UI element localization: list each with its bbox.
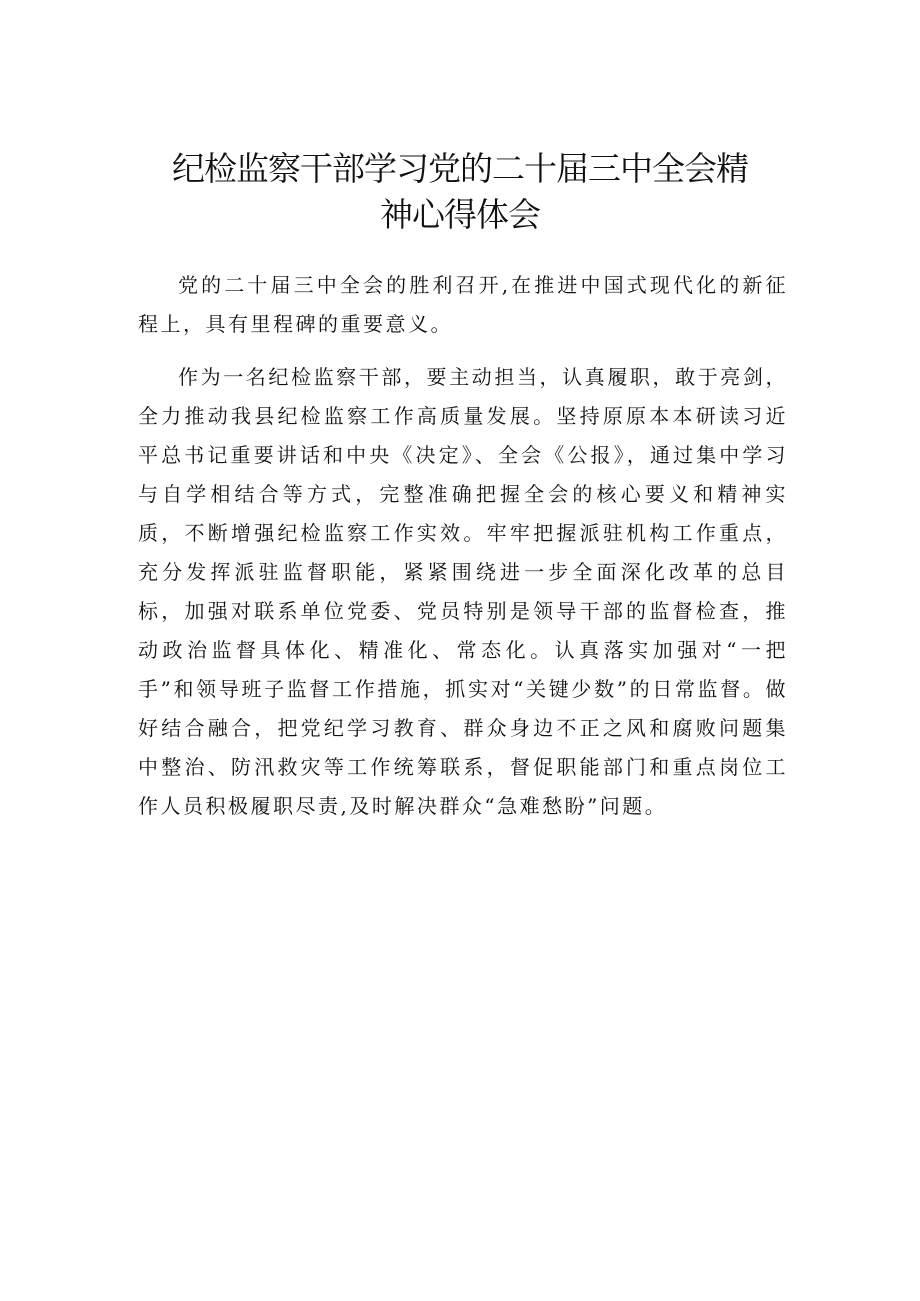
title-line-1: 纪检监察干部学习党的二十届三中全会精 <box>172 149 748 188</box>
document-title <box>140 146 780 238</box>
paragraph-intro: 党的二十届三中全会的胜利召开,在推进中国式现代化的新征程上，具有里程碑的重要意义。 <box>138 273 788 336</box>
title-line-2: 神心得体会 <box>380 195 540 234</box>
document-body <box>138 266 788 840</box>
paragraph-main: 作为一名纪检监察干部，要主动担当，认真履职，敢于亮剑，全力推动我县纪检监察工作高质量发展。坚持原原本本研读习近平总书记重要讲话和中央《决定》、全会《公报》，通过集中学习与自学相结合等方式，完整准确把握全会的核心要义和精神实质，不断增强纪检监察工作实效。牢牢把握派驻机构工作重点，充分发挥派驻监督职能，紧紧围绕进一步全面深化改革的总目标，加强对联系单位党委、党员特别是领导干部的监督检查，推动政治监督具体化、精准化、常态化。认真落实加强对“一把手”和领导班子监督工作措施，抓实对“关键少数”的日常监督。做好结合融合，把党纪学习教育、群众身边不正之风和腐败问题集中整治、防汛救灾等工作统筹联系，督促职能部门和重点岗位工作人员积极履职尽责,及时解决群众“急难愁盼”问题。 <box>138 365 788 818</box>
